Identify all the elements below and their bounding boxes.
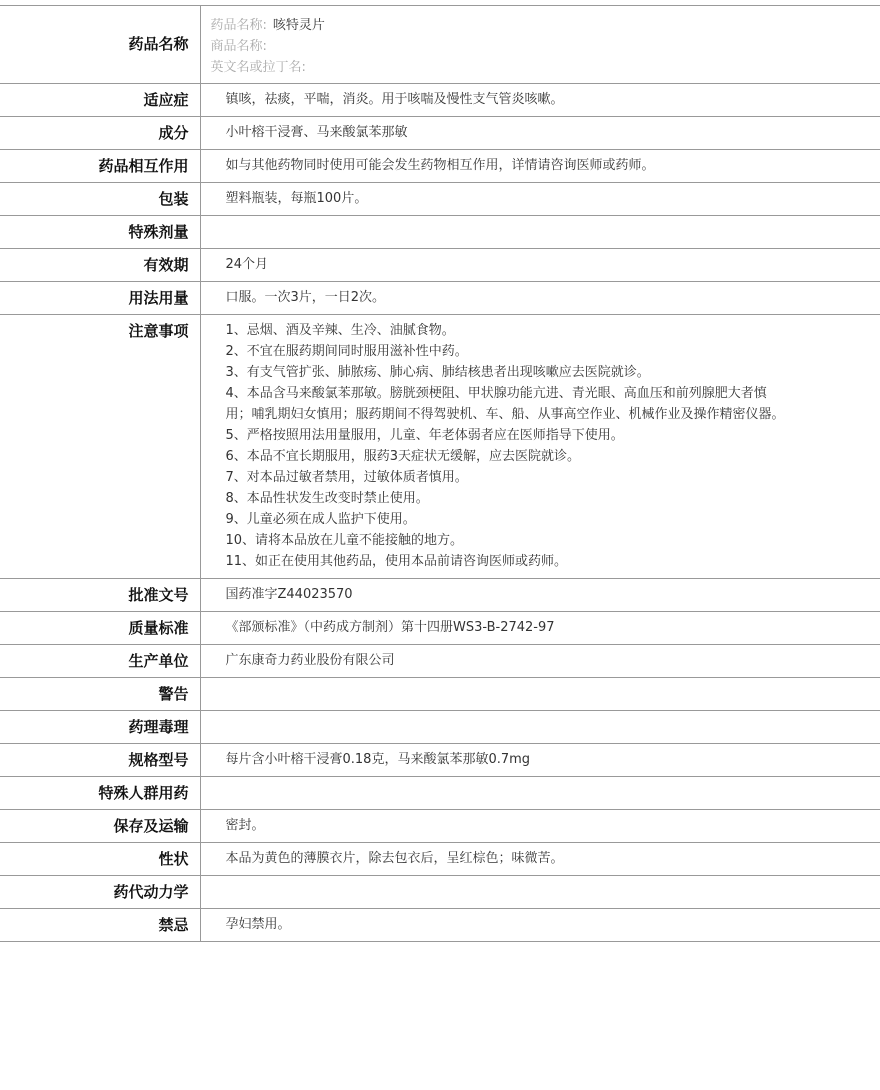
list-item: 8、本品性状发生改变时禁止使用。 [225,491,429,506]
drug-name-key: 药品名称: [210,18,267,33]
row-label: 有效期 [0,249,200,282]
table-row-interactions [0,150,880,183]
row-label: 适应症 [0,84,200,117]
trade-name-line [211,36,791,57]
table-row-warning [0,678,880,711]
row-value [226,777,791,809]
table-row-manufacturer [0,645,880,678]
row-label: 质量标准 [0,612,200,645]
table-row-special-populations [0,777,880,810]
table-row-contraindications [0,909,880,942]
row-value: 密封。 [225,818,265,833]
table-row-packaging [0,183,880,216]
table-row-description [0,843,880,876]
row-label: 规格型号 [0,744,200,777]
english-name-key: 英文名或拉丁名: [210,60,306,75]
row-value: 广东康奇力药业股份有限公司 [225,653,395,668]
table-row-indications [0,84,880,117]
list-item: 10、请将本品放在儿童不能接触的地方。 [225,533,464,548]
list-item: 1、忌烟、酒及辛辣、生冷、油腻食物。 [225,323,455,338]
row-value: 孕妇禁用。 [225,917,291,932]
row-label: 保存及运输 [0,810,200,843]
trade-name-key: 商品名称: [210,39,267,54]
row-value [226,876,791,908]
list-item: 4、本品含马来酸氯苯那敏。膀胱颈梗阻、甲状腺功能亢进、青光眼、高血压和前列腺肥大者慎用；哺乳期妇女慎用；服药期间不得驾驶机、车、船、从事高空作业、机械作业及操作精密仪器。 [225,386,785,422]
row-value [226,216,791,248]
row-label: 特殊人群用药 [0,777,200,810]
row-label: 警告 [0,678,200,711]
row-value: 每片含小叶榕干浸膏0.18克，马来酸氯苯那敏0.7mg [225,752,531,767]
row-value: 镇咳，祛痰，平喘，消炎。用于咳喘及慢性支气管炎咳嗽。 [225,92,564,107]
row-value: 24个月 [225,257,269,272]
precautions-cell [200,315,880,579]
row-label: 药品相互作用 [0,150,200,183]
english-name-line [211,57,791,78]
list-item: 9、儿童必须在成人监护下使用。 [225,512,416,527]
row-label: 特殊剂量 [0,216,200,249]
row-value: 塑料瓶装，每瓶100片。 [225,191,368,206]
row-value: 口服。一次3片，一日2次。 [225,290,386,305]
row-label: 注意事项 [0,315,200,579]
row-value [226,678,791,710]
table-row-ingredients [0,117,880,150]
list-item: 3、有支气管扩张、肺脓疡、肺心病、肺结核患者出现咳嗽应去医院就诊。 [225,365,650,380]
row-label: 药代动力学 [0,876,200,909]
table-row-drug-name [0,6,880,84]
list-item: 7、对本品过敏者禁用，过敏体质者慎用。 [225,470,468,485]
row-value: 小叶榕干浸膏、马来酸氯苯那敏 [225,125,408,140]
list-item: 5、严格按照用法用量服用，儿童、年老体弱者应在医师指导下使用。 [225,428,624,443]
row-label: 生产单位 [0,645,200,678]
drug-name-line [211,15,791,36]
row-label: 用法用量 [0,282,200,315]
row-label: 禁忌 [0,909,200,942]
row-label: 药理毒理 [0,711,200,744]
precautions-list [226,315,791,578]
list-item: 2、不宜在服药期间同时服用滋补性中药。 [225,344,468,359]
table-row-shelf-life [0,249,880,282]
table-row-approval-number [0,579,880,612]
row-label: 性状 [0,843,200,876]
drug-name-value: 咳特灵片 [272,18,325,33]
table-row-pharmacology [0,711,880,744]
row-value: 国药准字Z44023570 [225,587,353,602]
row-label: 成分 [0,117,200,150]
list-item: 11、如正在使用其他药品，使用本品前请咨询医师或药师。 [225,554,568,569]
table-row-storage [0,810,880,843]
names-cell [200,6,880,84]
table-row-quality-standard [0,612,880,645]
row-label: 批准文号 [0,579,200,612]
row-label: 药品名称 [0,6,200,84]
row-value [226,711,791,743]
row-value: 本品为黄色的薄膜衣片，除去包衣后，呈红棕色；味微苦。 [225,851,564,866]
drug-spec-table [0,5,880,942]
table-row-pharmacokinetics [0,876,880,909]
table-row-precautions [0,315,880,579]
list-item: 6、本品不宜长期服用，服药3天症状无缓解，应去医院就诊。 [225,449,581,464]
table-row-special-dosage [0,216,880,249]
row-value: 如与其他药物同时使用可能会发生药物相互作用，详情请咨询医师或药师。 [225,158,655,173]
row-label: 包装 [0,183,200,216]
row-value: 《部颁标准》（中药成方制剂）第十四册WS3-B-2742-97 [225,620,555,635]
table-row-dosage [0,282,880,315]
table-row-specification [0,744,880,777]
drug-spec-sheet [0,5,880,942]
